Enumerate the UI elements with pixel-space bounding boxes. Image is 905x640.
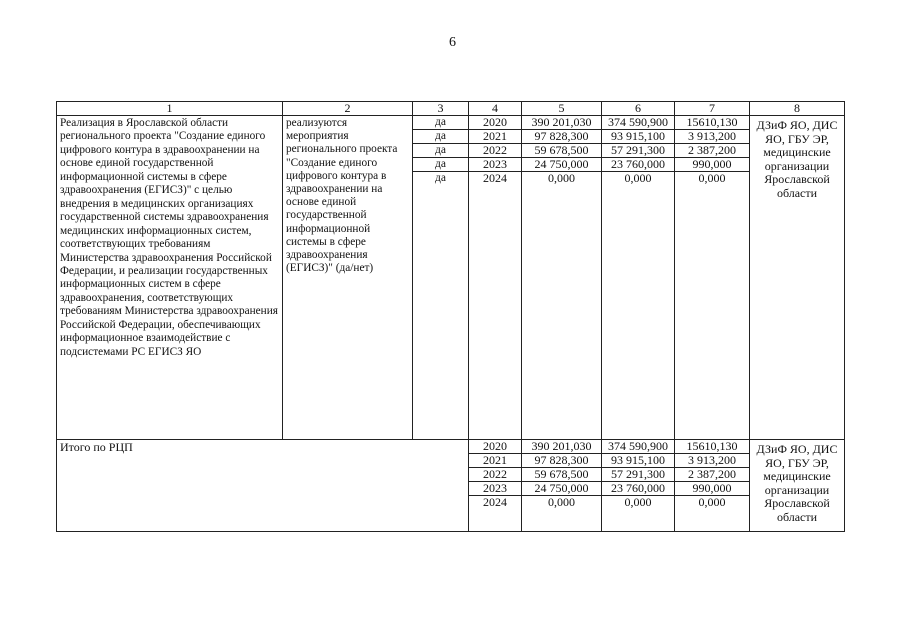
col-header-2: 2 [283, 102, 413, 116]
year-cell: 2023 [469, 482, 522, 496]
total-cell: 59 678,500 [522, 144, 602, 158]
total-cell: 0,000 [522, 496, 602, 510]
regional-cell: 57 291,300 [602, 468, 675, 482]
regional-cell: 374 590,900 [602, 440, 675, 454]
col-header-7: 7 [675, 102, 750, 116]
total-cell: 97 828,300 [522, 130, 602, 144]
table-row [57, 116, 845, 130]
other-cell: 990,000 [675, 158, 750, 172]
regional-cell: 93 915,100 [602, 130, 675, 144]
year-cell: 2022 [469, 468, 522, 482]
other-cell: 0,000 [675, 496, 750, 510]
header-row [57, 102, 845, 116]
year-cell: 2020 [469, 440, 522, 454]
table-row [57, 440, 845, 454]
regional-cell: 0,000 [602, 172, 675, 186]
other-cell: 15610,130 [675, 116, 750, 130]
other-cell: 2 387,200 [675, 468, 750, 482]
total-responsible-executors: ДЗиФ ЯО, ДИС ЯО, ГБУ ЭР, медицинские организации Ярославской области [750, 440, 845, 532]
other-cell: 990,000 [675, 482, 750, 496]
other-cell: 3 913,200 [675, 130, 750, 144]
regional-cell: 57 291,300 [602, 144, 675, 158]
total-cell: 24 750,000 [522, 158, 602, 172]
year-cell: 2022 [469, 144, 522, 158]
total-cell: 59 678,500 [522, 468, 602, 482]
program-table [56, 101, 845, 532]
responsible-executors: ДЗиФ ЯО, ДИС ЯО, ГБУ ЭР, медицинские организации Ярославской области [750, 116, 845, 440]
total-cell: 390 201,030 [522, 440, 602, 454]
flag-cell: да [413, 130, 469, 144]
year-cell: 2023 [469, 158, 522, 172]
flag-cell: да [413, 116, 469, 130]
year-cell: 2021 [469, 454, 522, 468]
regional-cell: 23 760,000 [602, 482, 675, 496]
total-cell: 24 750,000 [522, 482, 602, 496]
col-header-1: 1 [57, 102, 283, 116]
total-cell: 97 828,300 [522, 454, 602, 468]
year-cell: 2024 [469, 496, 522, 510]
flag-cell: да [413, 172, 469, 186]
regional-cell: 93 915,100 [602, 454, 675, 468]
col-header-8: 8 [750, 102, 845, 116]
flag-cell: да [413, 144, 469, 158]
total-cell: 390 201,030 [522, 116, 602, 130]
regional-cell: 23 760,000 [602, 158, 675, 172]
flag-cell: да [413, 158, 469, 172]
page-number: 6 [449, 35, 456, 50]
regional-cell: 0,000 [602, 496, 675, 510]
indicator-description: реализуются мероприятия регионального проекта "Создание единого цифрового контура в здравоохранении на основе единой государственной информационной системы в сфере здравоохранения (ЕГИСЗ)" (да/нет) [283, 116, 413, 440]
other-cell: 0,000 [675, 172, 750, 186]
other-cell: 15610,130 [675, 440, 750, 454]
col-header-3: 3 [413, 102, 469, 116]
col-header-6: 6 [602, 102, 675, 116]
other-cell: 2 387,200 [675, 144, 750, 158]
total-label: Итого по РЦП [57, 440, 469, 532]
year-cell: 2020 [469, 116, 522, 130]
year-cell: 2024 [469, 172, 522, 186]
total-cell: 0,000 [522, 172, 602, 186]
measure-description: Реализация в Ярославской области регионального проекта "Создание единого цифрового контура в здравоохранении на основе единой государственной информационной системы в сфере здравоохранения (ЕГИСЗ)" с целью внедрения в медицинских организациях государственной системы здравоохранения медицинских информационных систем, соответствующих требованиям Министерства здравоохранения Российской Федерации, и реализации государственных информационных систем в сфере здравоохранения, соответствующих требованиям Министерства здравоохранения Российской Федерации, обеспечивающих информационное взаимодействие с подсистемами РС ЕГИСЗ ЯО [57, 116, 283, 440]
col-header-4: 4 [469, 102, 522, 116]
year-cell: 2021 [469, 130, 522, 144]
col-header-5: 5 [522, 102, 602, 116]
regional-cell: 374 590,900 [602, 116, 675, 130]
other-cell: 3 913,200 [675, 454, 750, 468]
